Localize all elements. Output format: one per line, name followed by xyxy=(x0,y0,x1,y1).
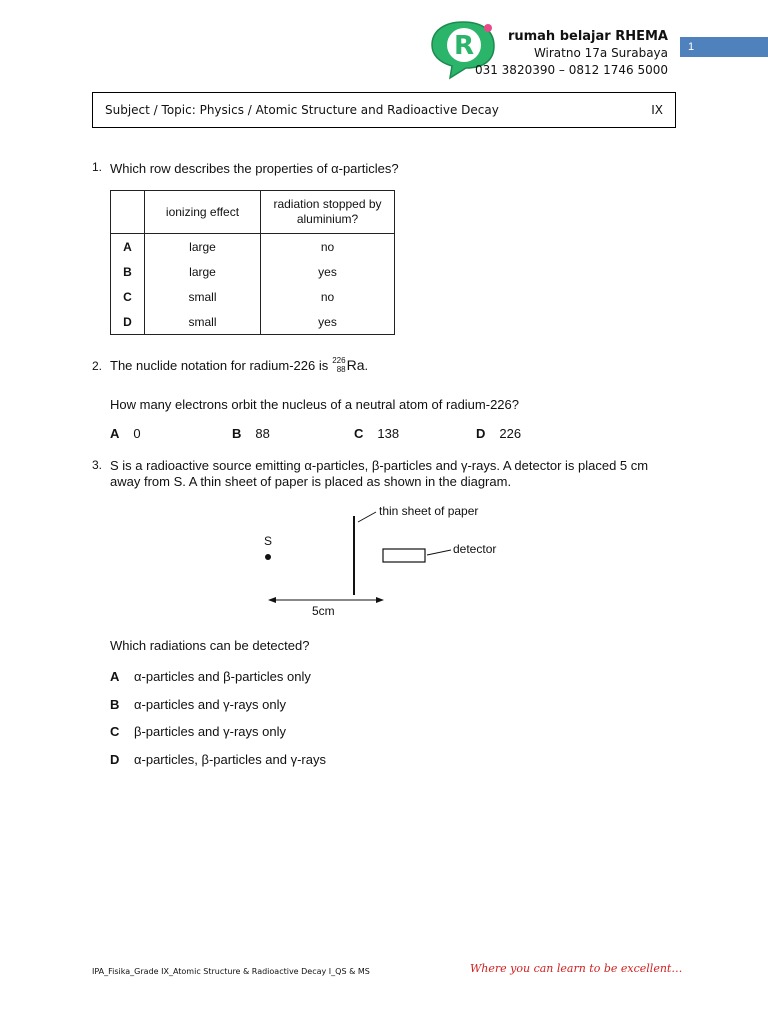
page-number: 1 xyxy=(688,41,695,53)
paper-label: thin sheet of paper xyxy=(379,504,479,518)
mass-number: 226 xyxy=(332,356,346,365)
arrow-head-left xyxy=(268,597,276,603)
q1-text: Which row describes the properties of α-particles? xyxy=(110,161,399,176)
row-ionizing: small xyxy=(145,309,261,335)
brand-phone: 031 3820390 – 0812 1746 5000 xyxy=(474,63,668,77)
footer-filename: IPA_Fisika_Grade IX_Atomic Structure & Radioactive Decay I_QS & MS xyxy=(92,967,370,976)
q3-option-d: D α-particles, β-particles and γ-rays xyxy=(110,752,326,767)
row-ionizing: small xyxy=(145,284,261,309)
q2-option-c: C 138 xyxy=(354,426,400,441)
paper-label-line xyxy=(358,512,376,522)
brand-info xyxy=(475,28,668,79)
page-number-tab xyxy=(680,37,768,57)
q1-row-a xyxy=(111,234,395,260)
detector-box xyxy=(383,549,425,562)
q3-line-1: S is a radioactive source emitting α-particles, β-particles and γ-rays. A detector is placed 5 cm xyxy=(110,458,649,473)
row-stopped: yes xyxy=(261,259,395,284)
row-letter: A xyxy=(111,234,145,260)
source-dot xyxy=(265,554,271,560)
atomic-number: 88 xyxy=(336,365,346,374)
q2-number: 2. xyxy=(92,359,103,373)
q3-text xyxy=(110,458,690,490)
subject-grade: IX xyxy=(651,103,663,117)
q1-number: 1. xyxy=(92,160,103,174)
row-letter: C xyxy=(111,284,145,309)
nuclide-numbers xyxy=(332,356,345,374)
row-stopped: yes xyxy=(261,309,395,335)
q1-row-b xyxy=(111,259,395,284)
row-ionizing: large xyxy=(145,234,261,260)
logo-letter: R xyxy=(453,31,475,61)
row-letter: B xyxy=(111,259,145,284)
q1-row-c xyxy=(111,284,395,309)
q3-line-2: away from S. A thin sheet of paper is placed as shown in the diagram. xyxy=(110,474,512,489)
q3-option-b: B α-particles and γ-rays only xyxy=(110,697,287,712)
q2-text-after: . xyxy=(364,357,369,373)
q2-option-b: B 88 xyxy=(232,426,270,441)
row-stopped: no xyxy=(261,284,395,309)
subject-line xyxy=(105,93,499,127)
q2-notation-line xyxy=(110,356,368,374)
source-label: S xyxy=(264,534,273,548)
q2-question: How many electrons orbit the nucleus of a neutral atom of radium-226? xyxy=(110,397,519,412)
q3-option-c: C β-particles and γ-rays only xyxy=(110,724,286,739)
radiation-diagram xyxy=(255,500,515,625)
q3-option-a: A α-particles and β-particles only xyxy=(110,669,311,684)
q2-text-before: The nuclide notation for radium-226 is xyxy=(110,357,329,373)
diagram-lines xyxy=(255,500,515,625)
q1-header-stopped: radiation stopped by aluminium? xyxy=(261,191,395,234)
brand-address: Wiratno 17a Surabaya xyxy=(533,46,668,60)
q3-number: 3. xyxy=(92,458,103,472)
q2-option-a: A 0 xyxy=(110,426,141,441)
q1-header-blank xyxy=(111,191,145,234)
subject-value: Physics / Atomic Structure and Radioactive Decay xyxy=(199,103,499,117)
arrow-head-right xyxy=(376,597,384,603)
detector-label: detector xyxy=(453,542,497,556)
q1-header-ionizing: ionizing effect xyxy=(145,191,261,234)
element-symbol: Ra xyxy=(346,357,365,373)
q3-question: Which radiations can be detected? xyxy=(110,638,310,653)
q1-row-d xyxy=(111,309,395,335)
q2-option-d: D 226 xyxy=(476,426,522,441)
q1-table-header xyxy=(111,191,395,234)
footer-tagline: Where you can learn to be excellent… xyxy=(470,962,683,975)
row-letter: D xyxy=(111,309,145,335)
q1-table xyxy=(110,190,395,335)
brand-name: rumah belajar RHEMA xyxy=(507,29,668,44)
distance-label: 5cm xyxy=(312,604,335,618)
row-stopped: no xyxy=(261,234,395,260)
subject-box xyxy=(92,92,676,128)
subject-label: Subject / Topic: xyxy=(105,103,196,117)
row-ionizing: large xyxy=(145,259,261,284)
detector-label-line xyxy=(427,550,451,555)
